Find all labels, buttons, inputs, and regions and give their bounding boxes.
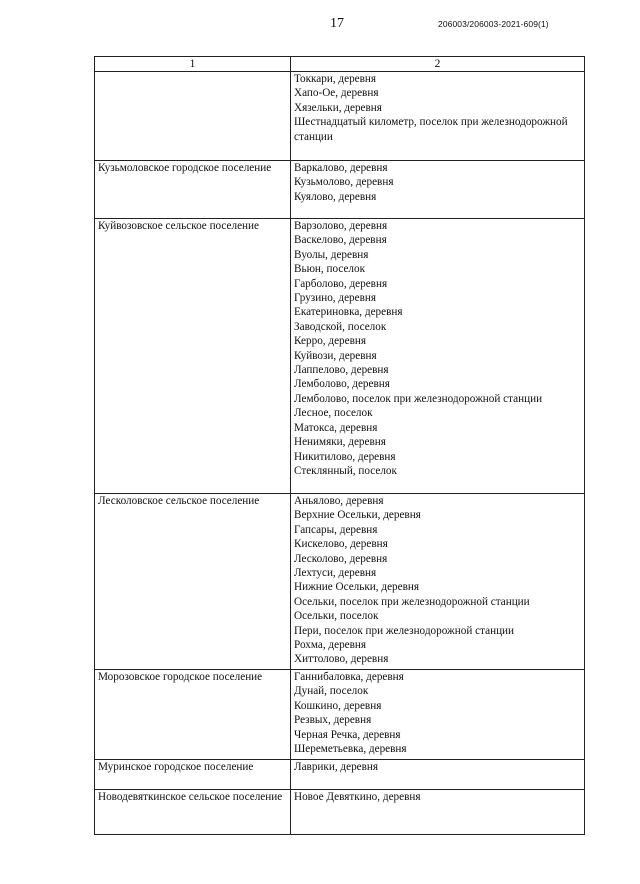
place-item: Лехтуси, деревня <box>294 567 377 580</box>
place-item: Хязельки, деревня <box>294 101 382 114</box>
document-id: 206003/206003-2021-609(1) <box>438 19 549 29</box>
place-item: Гарболово, деревня <box>294 277 388 290</box>
place-item: Пери, поселок при железнодорожной станции <box>294 624 515 637</box>
place-item: Кошкино, деревня <box>294 699 382 712</box>
place-item: Новое Девяткино, деревня <box>294 791 421 803</box>
places-cell <box>291 72 585 161</box>
place-item: Грузино, деревня <box>294 292 377 305</box>
table-row <box>95 72 585 161</box>
place-item: Хиттолово, деревня <box>294 653 389 666</box>
place-item: Дунай, поселок <box>294 685 369 698</box>
place-item: Варзолово, деревня <box>294 220 388 232</box>
settlement-name: Лесколовское сельское поселение <box>98 495 260 507</box>
settlement-cell <box>95 670 291 760</box>
place-item: Васкелово, деревня <box>294 234 387 247</box>
settlement-cell <box>95 161 291 219</box>
column-header-2: 2 <box>291 57 585 72</box>
table-row <box>95 494 585 670</box>
place-item: Лаврики, деревня <box>294 761 379 773</box>
place-item: Рохма, деревня <box>294 639 367 652</box>
places-cell <box>291 494 585 670</box>
settlement-cell <box>95 219 291 494</box>
place-item: Гапсары, деревня <box>294 523 378 536</box>
place-item: Вьюн, поселок <box>294 263 366 276</box>
place-item: Керро, деревня <box>294 335 367 348</box>
place-item: Куялово, деревня <box>294 190 377 203</box>
place-item: Никитилово, деревня <box>294 450 396 463</box>
place-item: Куйвози, деревня <box>294 349 377 362</box>
place-item: Шестнадцатый километр, поселок при железнодорожной станции <box>294 116 568 143</box>
place-item: Аньялово, деревня <box>294 495 384 507</box>
settlement-name: Новодевяткинское сельское поселение <box>98 791 283 803</box>
place-item: Шереметьевка, деревня <box>294 743 407 756</box>
place-item: Стеклянный, поселок <box>294 464 397 477</box>
place-item: Матокса, деревня <box>294 421 378 434</box>
places-cell <box>291 219 585 494</box>
table-row <box>95 161 585 219</box>
place-item: Вуолы, деревня <box>294 248 369 261</box>
table-header-row <box>95 57 585 72</box>
place-item: Лемболово, деревня <box>294 378 390 391</box>
place-item: Резвых, деревня <box>294 714 372 727</box>
place-item: Лесколово, деревня <box>294 552 388 565</box>
place-item: Лесное, поселок <box>294 407 373 420</box>
place-item: Лемболово, поселок при железнодорожной станции <box>294 392 543 405</box>
places-cell <box>291 670 585 760</box>
settlement-name: Куйвозовское сельское поселение <box>98 220 259 232</box>
settlement-name: Морозовское городское поселение <box>98 671 263 683</box>
settlement-cell <box>95 790 291 835</box>
place-item: Кискелово, деревня <box>294 538 388 551</box>
settlement-name: Муринское городское поселение <box>98 761 254 773</box>
table-row <box>95 670 585 760</box>
place-item: Кузьмолово, деревня <box>294 176 394 189</box>
place-item: Осельки, поселок при железнодорожной станции <box>294 595 530 608</box>
places-cell <box>291 760 585 790</box>
settlement-cell <box>95 72 291 161</box>
table-row <box>95 760 585 790</box>
place-item: Ненимяки, деревня <box>294 436 386 449</box>
place-item: Токкари, деревня <box>294 73 377 85</box>
places-cell <box>291 161 585 219</box>
places-cell <box>291 790 585 835</box>
settlement-cell <box>95 760 291 790</box>
page-number: 17 <box>330 16 344 31</box>
place-item: Ганнибаловка, деревня <box>294 671 404 683</box>
place-item: Екатериновка, деревня <box>294 306 403 319</box>
table-row <box>95 219 585 494</box>
settlement-cell <box>95 494 291 670</box>
place-item: Хапо-Ое, деревня <box>294 87 379 100</box>
place-item: Черная Речка, деревня <box>294 728 401 741</box>
place-item: Осельки, поселок <box>294 610 379 623</box>
place-item: Заводской, поселок <box>294 320 387 333</box>
place-item: Верхние Осельки, деревня <box>294 509 421 522</box>
table-row <box>95 790 585 835</box>
column-header-1: 1 <box>95 57 291 72</box>
settlements-table <box>94 56 585 835</box>
place-item: Варкалово, деревня <box>294 162 388 174</box>
place-item: Нижние Осельки, деревня <box>294 581 420 594</box>
settlement-name: Кузьмоловское городское поселение <box>98 162 272 174</box>
place-item: Лаппелово, деревня <box>294 364 389 377</box>
